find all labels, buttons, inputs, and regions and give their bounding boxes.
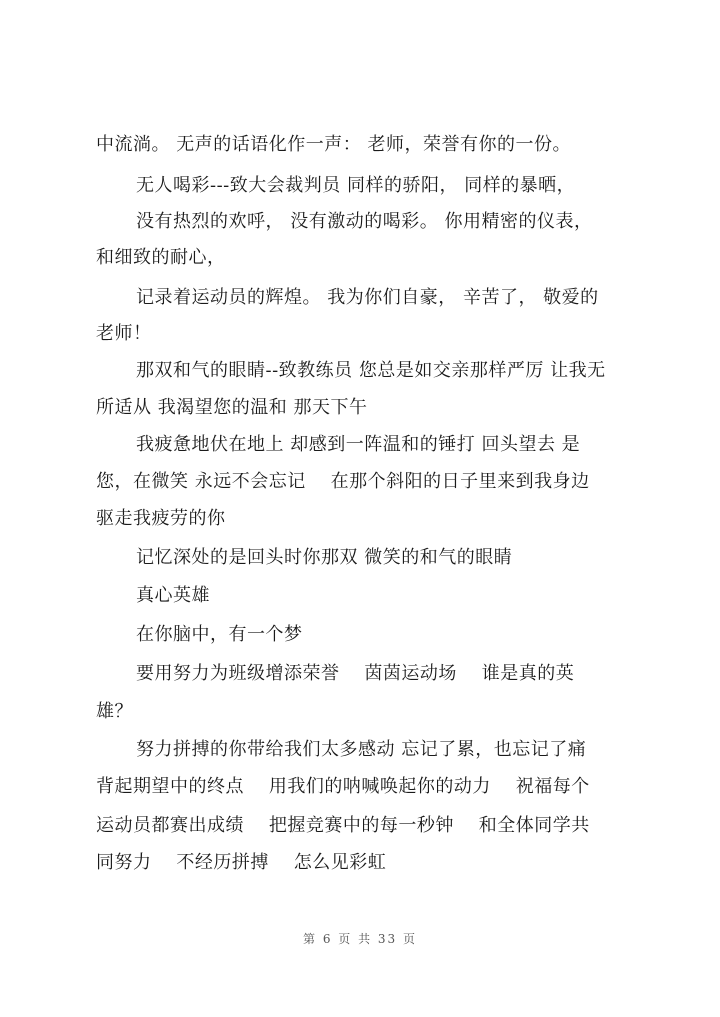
text-line: 运动员都赛出成绩 把握竞赛中的每一秒钟 和全体同学共 — [96, 815, 590, 836]
text-line: 要用努力为班级增添荣誉 茵茵运动场 谁是真的英 — [136, 663, 575, 684]
text-line: 老师！ — [96, 323, 152, 344]
text-line: 无人喝彩---致大会裁判员 同样的骄阳， 同样的暴晒， — [136, 175, 576, 196]
text-line: 真心英雄 — [136, 585, 210, 606]
text-line: 雄？ — [96, 701, 133, 722]
text-line: 记录着运动员的辉煌。 我为你们自豪， 辛苦了， 敬爱的 — [136, 287, 599, 308]
text-line: 所适从 我渴望您的温和 那天下午 — [96, 397, 368, 418]
text-line: 同努力 不经历拼搏 怎么见彩虹 — [96, 852, 387, 873]
page-number-footer: 第 6 页 共 33 页 — [303, 932, 417, 946]
text-line: 中流淌。 无声的话语化作一声： 老师，荣誉有你的一份。 — [96, 134, 571, 155]
text-line: 我疲惫地伏在地上 却感到一阵温和的锤打 回头望去 是 — [136, 434, 581, 455]
text-line: 您，在微笑 永远不会忘记 在那个斜阳的日子里来到我身边 — [96, 471, 590, 492]
text-line: 背起期望中的终点 用我们的呐喊唤起你的动力 祝福每个 — [96, 776, 590, 797]
text-line: 在你脑中，有一个梦 — [136, 624, 303, 645]
text-line: 没有热烈的欢呼， 没有激动的喝彩。 你用精密的仪表， — [136, 211, 593, 232]
text-line: 和细致的耐心， — [96, 247, 226, 268]
text-line: 那双和气的眼睛--致教练员 您总是如交亲那样严厉 让我无 — [136, 360, 606, 381]
text-line: 驱走我疲劳的你 — [96, 508, 226, 529]
text-line: 记忆深处的是回头时你那双 微笑的和气的眼睛 — [136, 547, 513, 568]
text-line: 努力拼搏的你带给我们太多感动 忘记了累，也忘记了痛 — [136, 739, 587, 760]
